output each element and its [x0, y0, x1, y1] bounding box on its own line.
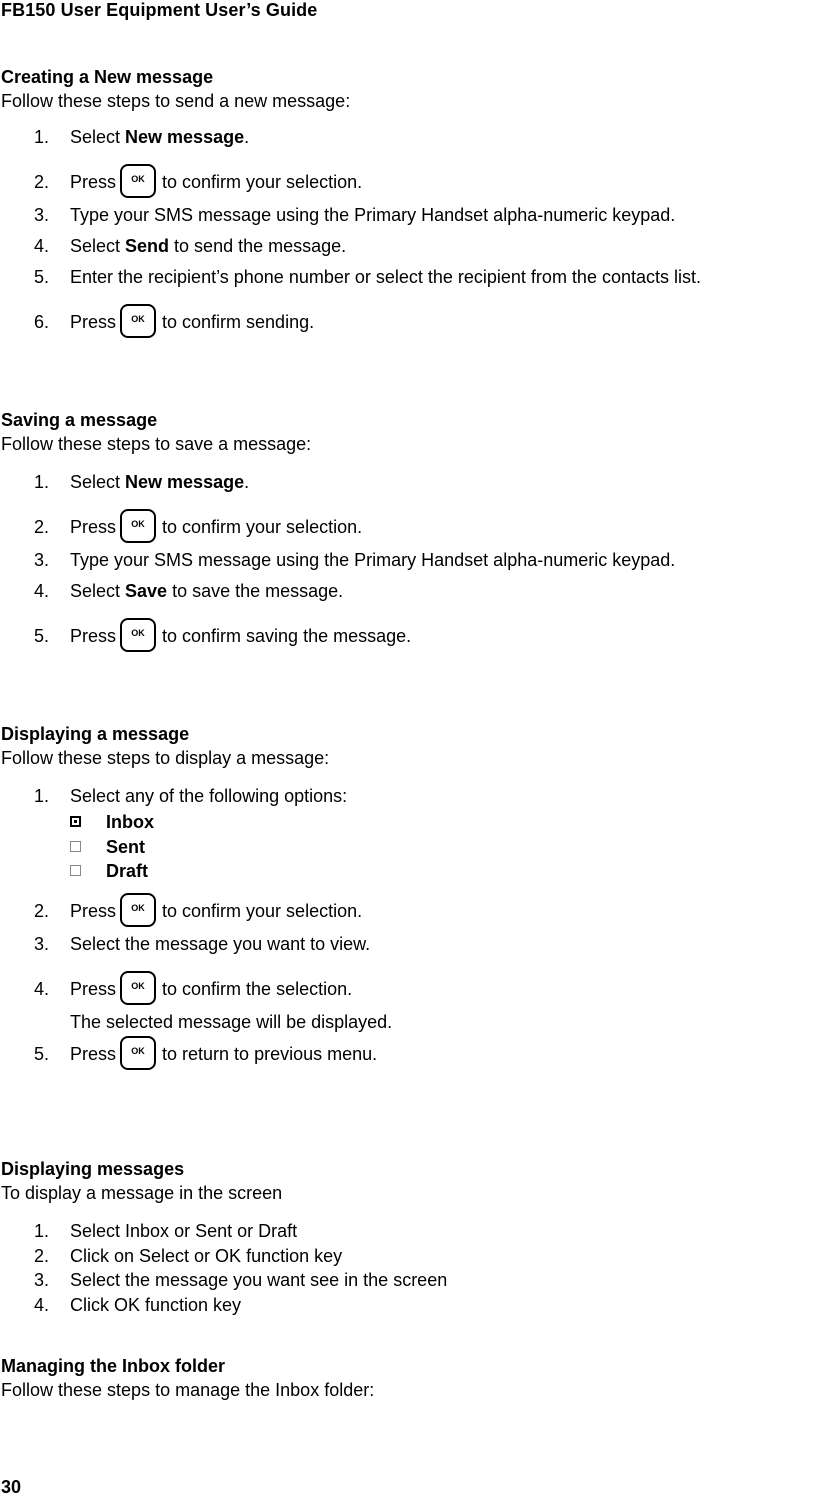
section-saving-message — [0, 409, 822, 658]
option-list — [70, 810, 822, 884]
list-item: 3. Type your SMS message using the Primary Handset alpha-numeric keypad. — [34, 550, 676, 570]
list-item: 1. Select New message. — [34, 127, 250, 147]
ok-key-icon: OK — [120, 618, 156, 652]
list-item: 3. Type your SMS message using the Primary Handset alpha-numeric keypad. — [34, 205, 676, 225]
list-item: 2. Press OK to confirm your selection. — [0, 886, 822, 933]
ok-key-icon: OK — [120, 304, 156, 338]
step-list — [0, 471, 822, 658]
section-title: Saving a message — [1, 410, 158, 430]
ok-key-icon: OK — [120, 164, 156, 198]
list-item: 5. Press OK to return to previous menu. — [0, 1029, 822, 1076]
list-item: 2. Click on Select or OK function key — [34, 1245, 343, 1266]
section-title: Displaying messages — [1, 1159, 185, 1179]
section-intro: Follow these steps to display a message: — [1, 748, 330, 768]
list-item: 3. Select the message you want to view. — [34, 933, 371, 954]
list-item: 5. Enter the recipient’s phone number or select the recipient from the contacts list. — [34, 267, 701, 287]
section-intro: Follow these steps to save a message: — [1, 434, 312, 454]
radio-empty-icon — [70, 841, 81, 852]
section-displaying-messages — [0, 1158, 822, 1318]
list-item: 5. Press OK to confirm saving the message. — [0, 611, 822, 658]
radio-selected-icon — [70, 816, 81, 827]
section-title: Managing the Inbox folder — [1, 1356, 225, 1376]
page-header-title: FB150 User Equipment User’s Guide — [1, 0, 318, 20]
radio-empty-icon — [70, 865, 81, 876]
list-item: 4. Press OK to confirm the selection. — [0, 964, 822, 1011]
list-item: 2. Press OK to confirm your selection. — [0, 502, 822, 549]
list-item: 1. Select any of the following options: — [34, 786, 348, 806]
section-title: Displaying a message — [1, 724, 190, 744]
option-draft[interactable]: Draft — [70, 859, 822, 884]
section-managing-inbox — [0, 1355, 822, 1401]
list-item: 4. Select Save to save the message. — [34, 581, 344, 601]
ok-key-icon: OK — [120, 971, 156, 1005]
section-intro: Follow these steps to send a new message: — [1, 91, 351, 111]
step-list — [0, 785, 822, 1076]
list-item: 3. Select the message you want see in the screen — [34, 1270, 448, 1290]
section-intro: Follow these steps to manage the Inbox folder: — [1, 1380, 375, 1400]
section-title: Creating a New message — [1, 67, 214, 87]
step-list — [0, 1220, 822, 1318]
step-note: The selected message will be displayed. — [70, 1011, 393, 1032]
list-item: 2. Press OK to confirm your selection. — [0, 157, 822, 204]
list-item: 6. Press OK to confirm sending. — [0, 297, 822, 344]
list-item: 1. Select New message. — [34, 472, 250, 492]
step-list — [0, 126, 822, 344]
option-inbox[interactable]: Inbox — [70, 810, 822, 835]
section-intro: To display a message in the screen — [1, 1183, 283, 1203]
ok-key-icon: OK — [120, 893, 156, 927]
ok-key-icon: OK — [120, 509, 156, 543]
list-item: 4. Click OK function key — [34, 1294, 242, 1315]
ok-key-icon: OK — [120, 1036, 156, 1070]
list-item: 4. Select Send to send the message. — [34, 236, 347, 256]
list-item: 1. Select Inbox or Sent or Draft — [34, 1221, 298, 1241]
page-number: 30 — [1, 1477, 22, 1497]
section-displaying-message — [0, 723, 822, 1076]
section-new-message — [0, 66, 822, 344]
option-sent[interactable]: Sent — [70, 835, 822, 860]
